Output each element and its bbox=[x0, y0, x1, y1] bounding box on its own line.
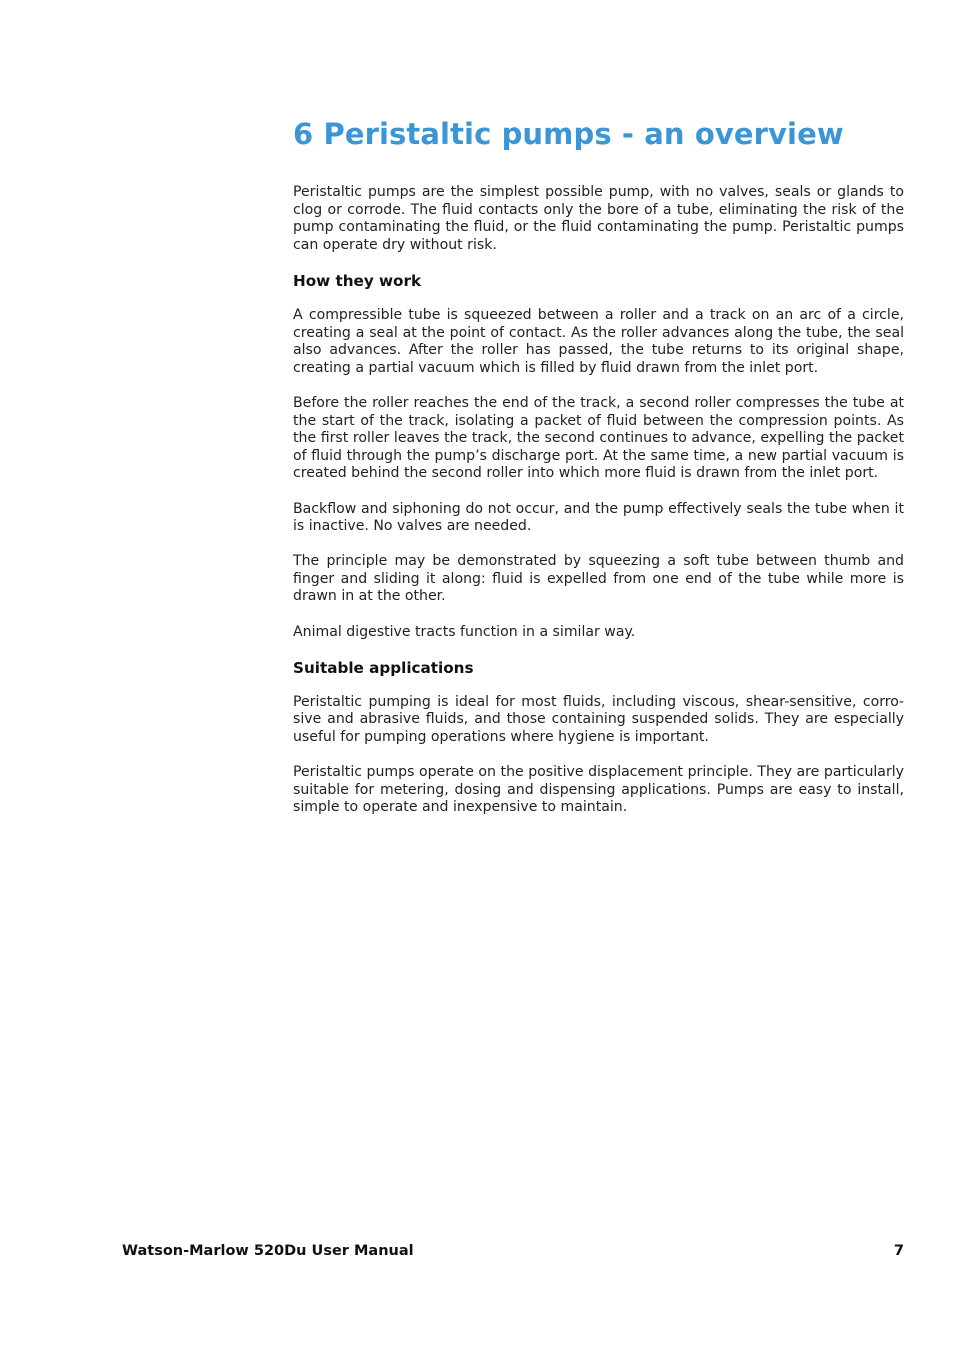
section-suitable-applications bbox=[293, 659, 904, 817]
footer-manual-name: Watson-Marlow 520Du User Manual bbox=[122, 1243, 414, 1259]
section-how-they-work bbox=[293, 272, 904, 641]
body-paragraph: Animal digestive tracts function in a similar way. bbox=[293, 623, 636, 640]
page-title: 6 Peristaltic pumps - an overview bbox=[293, 117, 844, 151]
intro-paragraph: Peristaltic pumps are the simplest possible pump, with no valves, seals or glands to clog or corrode. The fluid contacts only the bore of a tube, eliminating the risk of the pump contaminating the fluid, or the fluid contaminating the pump. Peristaltic pumps can operate dry without risk. bbox=[293, 184, 904, 253]
section-heading: Suitable applications bbox=[293, 658, 474, 677]
body-paragraph: The principle may be demonstrated by squeezing a soft tube between thumb and finger and sliding it along: fluid is expelled from one end of the tube while more is drawn in at the other. bbox=[293, 553, 904, 605]
section-heading: How they work bbox=[293, 271, 422, 290]
body-paragraph: A compressible tube is squeezed between a roller and a track on an arc of a circle, creating a seal at the point of contact. As the roller advances along the tube, the seal also advances. After the roller has passed, the tube returns to its original shape, creating a partial vacuum which is filled by fluid drawn from the inlet port. bbox=[293, 306, 904, 376]
body-paragraph: Peristaltic pumping is ideal for most fluids, including viscous, shear-sensitive, corrosive and abrasive fluids, and those containing suspended solids. They are especially useful for pumping operations where hygiene is important. bbox=[293, 693, 904, 746]
body-paragraph: Before the roller reaches the end of the track, a second roller compresses the tube at the start of the track, isolating a packet of fluid between the compression points. As the first roller leaves the track, the second continues to advance, expelling the packet of fluid through the pump’s discharge port. At the same time, a new partial vacuum is created behind the second roller into which more fluid is drawn from the inlet port. bbox=[293, 394, 904, 482]
body-paragraph: Peristaltic pumps operate on the positive displacement principle. They are particularly suitable for metering, dosing and dispensing applications. Pumps are easy to install, simple to operate and inexpensive to maintain. bbox=[293, 764, 904, 816]
body-paragraph: Backflow and siphoning do not occur, and the pump effectively seals the tube when it is inactive. No valves are needed. bbox=[293, 500, 904, 535]
page-content bbox=[293, 112, 904, 835]
footer-page-number: 7 bbox=[893, 1243, 904, 1259]
